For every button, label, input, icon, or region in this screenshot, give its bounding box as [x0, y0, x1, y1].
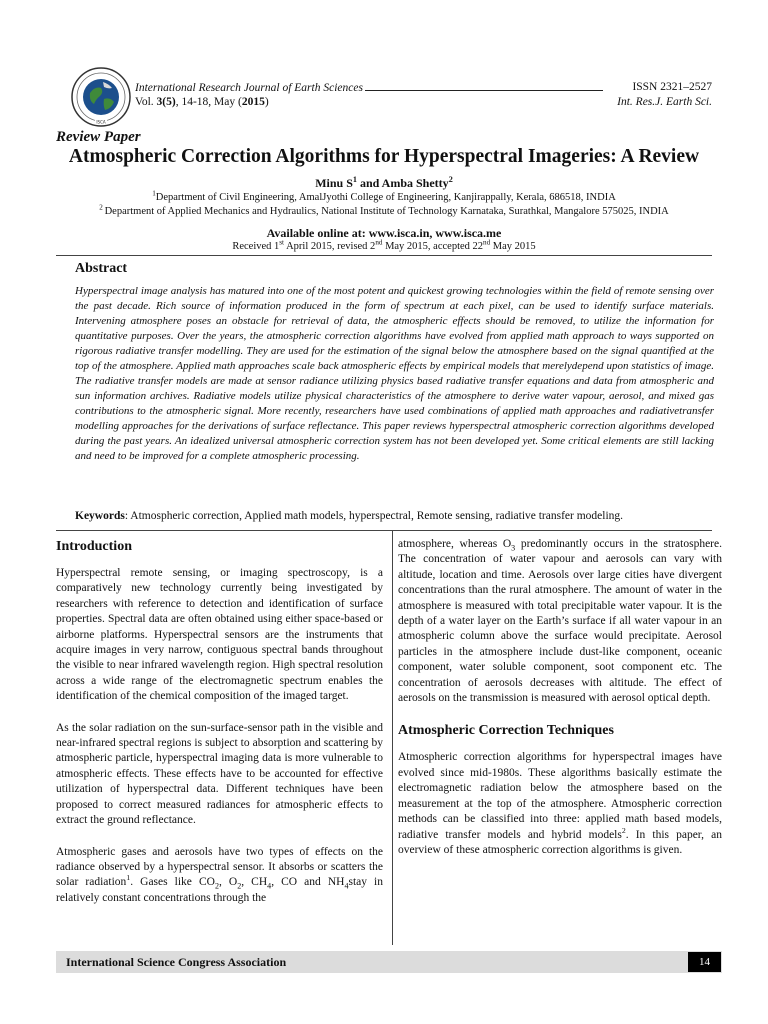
journal-abbreviation: Int. Res.J. Earth Sci.: [617, 96, 712, 108]
techniques-heading: Atmospheric Correction Techniques: [398, 723, 614, 739]
affiliation-2: $^2$ Department of Applied Mechanics and Hydraulics, National Institute of Technology Karnataka, Surathkal, Mangalore 575025, INDIA: [99, 203, 669, 217]
footer-association: International Science Congress Association: [66, 955, 287, 969]
issn-label: ISSN 2321–2527: [632, 81, 712, 93]
page-number: 14: [688, 952, 721, 972]
abstract-heading: Abstract: [75, 261, 128, 276]
techniques-paragraph: Atmospheric correction algorithms for hyperspectral images have evolved since mid-1980s. These algorithms basically estimate the electromagnetic radiation below the atmosphere based on the measurement at the top of the atmosphere. Atmospheric correction methods can be classified into three: applied math based models, radiative transfer models and hybrid models$^2$. In this paper, an overview of these atmospheric correction algorithms is given.: [398, 751, 722, 856]
availability-line: Available online at: www.isca.in, www.isca.me: [266, 226, 502, 240]
paper-title: Atmospheric Correction Algorithms for Hyperspectral Imageries: A Review: [68, 146, 700, 167]
intro-paragraph-2: As the solar radiation on the sun-surface-sensor path in the visible and near-infrared spectral regions is subject to absorption and scattering by atmospheric particle, hyperspectral imaging data is more vulnerable to atmospheric effects. These effects have to be accounted for effective utilization of hyperspectral data. Different techniques have been proposed to correct measured radiances for atmospheric effects to extract the ground reflectance.: [56, 721, 383, 827]
keywords-line: Keywords: Atmospheric correction, Applied math models, hyperspectral, Remote sensing, radiative transfer modeling.: [75, 510, 624, 522]
journal-name: International Research Journal of Earth Sciences: [135, 81, 603, 94]
left-column: [56, 538, 383, 922]
received-dates: Received 1st April 2015, revised 2nd May 2015, accepted 22nd May 2015: [232, 238, 536, 252]
journal-logo-icon: [70, 66, 132, 128]
introduction-heading: Introduction: [56, 539, 132, 554]
article-type: Review Paper: [56, 129, 141, 145]
volume-info: Vol. 3(5), 14-18, May (2015): [135, 96, 269, 108]
affiliation-1: $^1$Department of Civil Engineering, AmalJyothi College of Engineering, Kanjirappally, Kerala, 686518, INDIA: [152, 189, 616, 203]
intro-paragraph-1: Hyperspectral remote sensing, or imaging spectroscopy, is a comparatively new technology currently being investigated by researchers with reference to detection and identification of surface properties. Spectral data are often obtained using either space-based or airborne platforms. Hyperspectral sensors are the instruments that acquire images in very narrow, contiguous spectral bands throughout the visible to near infrared wavelength region. High spectral resolution across a wide range of the electromagnetic spectrum enables the identification of the chemical composition of the imaged target.: [56, 567, 383, 703]
svg-text:ISCA: ISCA: [96, 119, 106, 125]
intro-paragraph-3: Atmospheric gases and aerosols have two types of effects on the radiance observed by a hyperspectral sensor. It absorbs or scatters the solar radiation$^1$. Gases like $CO_2$, $O_2$, $CH_4$, CO and $NH_4stay$ in relatively constant concentrations through the: [56, 845, 383, 904]
right-column: [398, 537, 722, 874]
column-divider: [392, 531, 393, 945]
keywords-bottom-rule: [56, 530, 712, 531]
abstract-text: Hyperspectral image analysis has matured into one of the most potent and quickest growing technologies within the field of remote sensing over the past decade. Rich source of information produced in the form of spectrum at each pixel, can be used to identify surface materials. Intervening atmosphere poses an obstacle for retrieval of data, the atmospheric effects should be removed, to utilize the information for quantitative purposes. Over the years, the atmospheric correction algorithms have evolved from applied math approach to ways supported on rigorous radiative transfer modelling. They are used for the estimation of the signal below the atmosphere based on the signal quantified at the top of the atmosphere. Applied math approaches scale back atmospheric effects by empirical models that merelydepend upon statistics of image. The radiative transfer models are made at sensor radiance utilizing physics based radiative transfer equations and data from atmospheric and sun information archives. Radiative models utilize physical characteristics of the atmosphere to derive water vapour, aerosol, and mixed gas contributions to the atmospheric signal. More recently, researchers have used combinations of applied math approaches and radiativetransfer modelling approaches for the derivations of surface reflectance. This paper reviews hyperspectral atmospheric correction algorithms developed during the past years. An idealized universal atmospheric correction system has not been developed yet. Some critical elements are still lacking and need to be improved for a complete atmospheric processing.: [75, 285, 714, 462]
author-list: Minu $S^1$ and Amba Shetty$^2$: [315, 175, 453, 190]
right-paragraph-1: atmosphere, whereas $O_3$ predominantly occurs in the stratosphere. The concentration of water vapour and aerosols can vary with altitude, location and time. Aerosols over large cities have divergent concentrations than the rural atmosphere. The amount of water in the atmosphere is measured with total precipitable water vapour. It is the depth of a water layer on the Earth’s surface if all water vapour in an atmospheric column above the surface would precipitate. Aerosol particles in the atmosphere include dust-like component, oceanic component, water soluble component, soot component etc. The concentration of aerosols decreases with altitude. The effect of aerosols on the transmission is measured with aerosol optical depth.: [398, 538, 722, 705]
abstract-top-rule: [56, 255, 712, 256]
